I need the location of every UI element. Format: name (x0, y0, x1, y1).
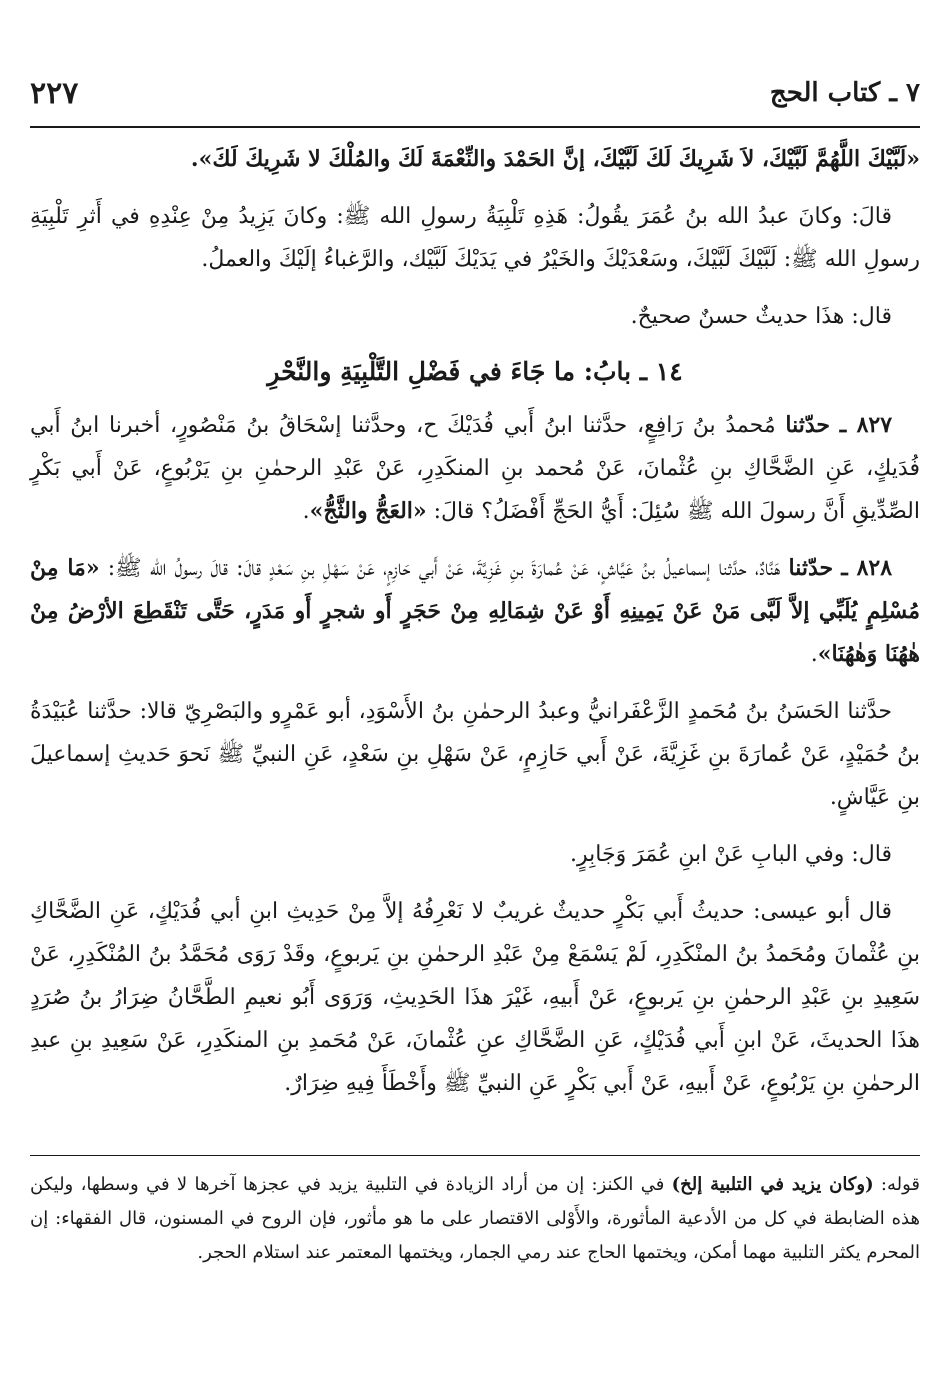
prophetic-saying: «مَا مِنْ مُسْلِمٍ يُلَبِّي إلاَّ لَبَّى مَنْ عَنْ يَمِينِهِ أَوْ عَنْ شِمَالِهِ مِنْ حَجَرٍ أَو شجرٍ أَو مَدَرٍ، حَتَّى تَنْقَطِعَ الأرْضُ مِنْ هٰهُنَا وَهٰهُنَا» (30, 555, 920, 667)
footnote-lead: قوله: (873, 1174, 921, 1195)
paragraph-abu-isa: قال أبو عيسى: حديثُ أَبي بَكْرٍ حديثٌ غريبٌ لا نَعْرِفُهُ إلاَّ مِنْ حَدِيثِ ابنِ أبي فُدَيْكٍ، عَنِ الضَّحَّاكِ بنِ عُثْمانَ ومُحَمدُ بنُ المنْكَدِرِ، لَمْ يَسْمَعْ مِنْ عَبْدِ الرحمٰنِ بنِ يَربوعٍ، وقَدْ رَوَى مُحَمَّدُ بنُ المُنْكَدِرِ، عَنْ سَعِيدِ بنِ عَبْدِ الرحمٰنِ بنِ يَربوعٍ، عَنْ أَبيهِ، غَيْرَ هذَا الحَدِيثِ، وَرَوَى أَبُو نعيمِ الطَّحَّانُ ضِرَارُ بنُ صُرَدٍ هذَا الحديثَ، عَنْ ابنِ أَبي فُدَيْكٍ، عَنِ الضَّحَّاكِ عنِ عُثْمانَ، عَنْ مُحَمدِ بنِ المنكَدِرِ، عَنْ سَعِيدِ بنِ عبدِ الرحمٰنِ بنِ يَرْبُوعٍ، عَنْ أَبيهِ، عَنْ أَبي بَكْرٍ عَنِ النبيِّ ﷺ وأَخْطَأَ فِيهِ ضِرَارٌ. (30, 899, 920, 1096)
page-number: ٢٢٧ (30, 75, 79, 111)
paragraph-ibn-umar: قالَ: وكانَ عبدُ الله بنُ عُمَرَ يقُولُ: هَذِهِ تَلْبِيَةُ رسولِ الله ﷺ: وكانَ يَزِيدُ مِنْ عِنْدِهِ في أَثرِ تَلْبِيَةِ رسولِ الله ﷺ: لَبَّيْكَ لَبَّيْكَ، وسَعْدَيْكَ والخَيْرُ في يَدَيْكَ لَبَّيْك، والرَّغباءُ إلَيْكَ والعملُ. (30, 204, 920, 272)
hadith-text: هَنَّادٌ، حدَّثنا إسماعيلُ بنُ عَيَّاشٍ، عَنْ عُمارَةَ بنِ غَزِيَّةَ، عَنْ أَبي حَازِمٍ، عَنْ سَهْلِ بنِ سَعْدٍ قالَ: قالَ رسولُ الله ﷺ: (99, 556, 781, 581)
footnote (30, 1168, 920, 1270)
paragraph-isnad: حدَّثنا الحَسَنُ بنُ مُحَمدٍ الزَّعْفَرانيُّ وعبدُ الرحمٰنِ بنُ الأَسْوَدِ، أبو عَمْرٍو والبَصْرِيّ قالا: حدَّثنا عُبَيْدَةُ بنُ حُمَيْدٍ، عَنْ عُمارَةَ بنِ غَزِيَّةَ، عَنْ أَبي حَازِمٍ، عَنْ سَهْلِ بنِ سَعْدٍ، عَنِ النبيِّ ﷺ نَحوَ حَديثِ إسماعيلَ بنِ عَيَّاشٍ. (30, 699, 920, 810)
chapter-heading: ١٤ ـ بابُ: ما جَاءَ في فَضْلِ التَّلْبِيَةِ والنَّحْرِ (267, 357, 683, 386)
footnote-text: في الكنز: إن من أراد الزيادة في التلبية يزيد في عجزها آخرها لا في وسطها، وليكن هذه الضابطة في كل من الأدعية المأثورة، والأَوْلى الاقتصار على ما هو مأثور، فإن الروح في المسنون، قال الفقهاء: إن المحرم يكثر التلبية مهما أمكن، ويختمها الحاج عند رمي الجمار، ويختمها المعتمر عند استلام الحجر. (30, 1174, 920, 1263)
hadith-end: . (810, 642, 818, 667)
footnote-quoted: (وكان يزيد في التلبية إلخ) (671, 1174, 874, 1195)
hadith-number: ٨٢٨ ـ (841, 555, 893, 581)
hadith-number: ٨٢٧ ـ (839, 412, 893, 438)
page-body (30, 138, 920, 1119)
footnote-rule (30, 1155, 920, 1156)
hadith-text: مُحمدُ بنُ رَافِعٍ، حدَّثنا ابنُ أَبي فُدَيْكَ ح، وحدَّثنا إسْحَاقُ بنُ مَنْصُورٍ، أخبرنا ابنُ أَبي فُدَيكٍ، عَنِ الضَّحَّاكِ بنِ عُثْمانَ، عَنْ مُحمد بنِ المنكَدِرِ، عَنْ عَبْدِ الرحمٰنِ بنِ يَرْبُوعٍ، عَنْ أَبي بَكْرٍ الصِّدِّيقِ أَنَّ رسولَ الله ﷺ سُئِلَ: أَيُّ الحَجِّ أَفْضَلُ؟ قالَ: (30, 413, 920, 524)
hadith-end: . (302, 499, 310, 524)
header-rule (30, 126, 920, 128)
prophetic-saying: «العَجُّ والثَّجُّ» (309, 498, 427, 524)
hadith-827 (30, 404, 920, 533)
paragraph-grading: قال: هذَا حديثٌ حسنٌ صحيحٌ. (630, 304, 892, 329)
paragraph-bab: قال: وفي البابِ عَنْ ابنِ عُمَرَ وَجَابِرٍ. (570, 842, 892, 867)
running-head: ٧ ـ كتاب الحج (769, 78, 920, 108)
page-header (30, 68, 920, 118)
talbiya-text: «لَبَّيْكَ اللَّهُمَّ لَبَّيْكَ، لاَ شَرِيكَ لَكَ لَبَّيْكَ، إنَّ الحَمْدَ والنِّعْمَةَ لَكَ والمُلْكَ لا شَرِيكَ لَكَ». (190, 146, 920, 172)
hadith-828 (30, 547, 920, 676)
narration-opening: حدّثنا (785, 412, 830, 438)
narration-opening: حدّثنا (788, 555, 834, 581)
